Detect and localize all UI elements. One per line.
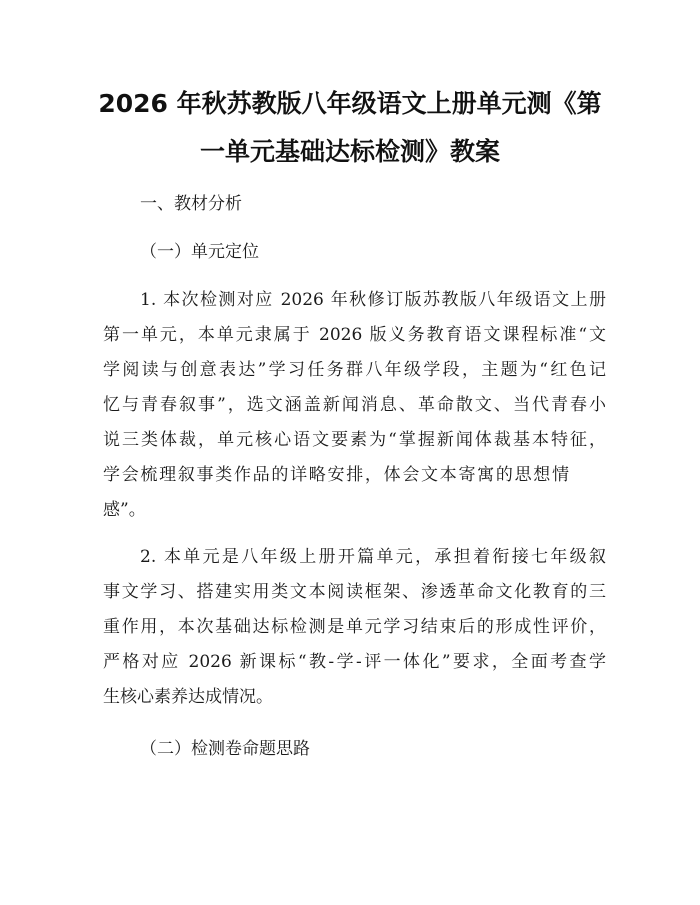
section-heading-textbook-analysis: 一、教材分析 [140,194,242,214]
document-title-line-2: 一单元基础达标检测》教案 [199,137,500,166]
paragraph-1-line-4: 忆与青春叙事”，选文涵盖新闻消息、革命散文、当代青春小 [103,395,606,415]
paragraph-1-line-3: 学阅读与创意表达”学习任务群八年级学段，主题为“红色记 [103,360,606,380]
paragraph-1-line-7: 感”。 [103,500,146,520]
document-title-line-1: 2026 年秋苏教版八年级语文上册单元测《第 [98,89,602,118]
paragraph-1-line-1: 1. 本次检测对应 2026 年秋修订版苏教版八年级语文上册 [140,290,606,310]
paragraph-1-line-6: 学会梳理叙事类作品的详略安排，体会文本寄寓的思想情 [103,465,569,485]
paragraph-1-line-5: 说三类体裁，单元核心语文要素为“掌握新闻体裁基本特征， [103,430,606,450]
paragraph-2-line-1: 2. 本单元是八年级上册开篇单元，承担着衔接七年级叙 [140,547,606,567]
subsection-heading-unit-positioning: （一）单元定位 [140,242,259,262]
paragraph-2-line-3: 重作用，本次基础达标检测是单元学习结束后的形成性评价， [103,617,606,637]
paragraph-2-line-5: 生核心素养达成情况。 [103,687,273,707]
subsection-heading-test-design: （二）检测卷命题思路 [140,739,310,759]
paragraph-2-line-2: 事文学习、搭建实用类文本阅读框架、渗透革命文化教育的三 [103,582,606,602]
paragraph-2-line-4: 严格对应 2026 新课标“教-学-评一体化”要求，全面考查学 [103,652,606,672]
paragraph-1-line-2: 第一单元，本单元隶属于 2026 版义务教育语文课程标准“文 [103,325,606,345]
